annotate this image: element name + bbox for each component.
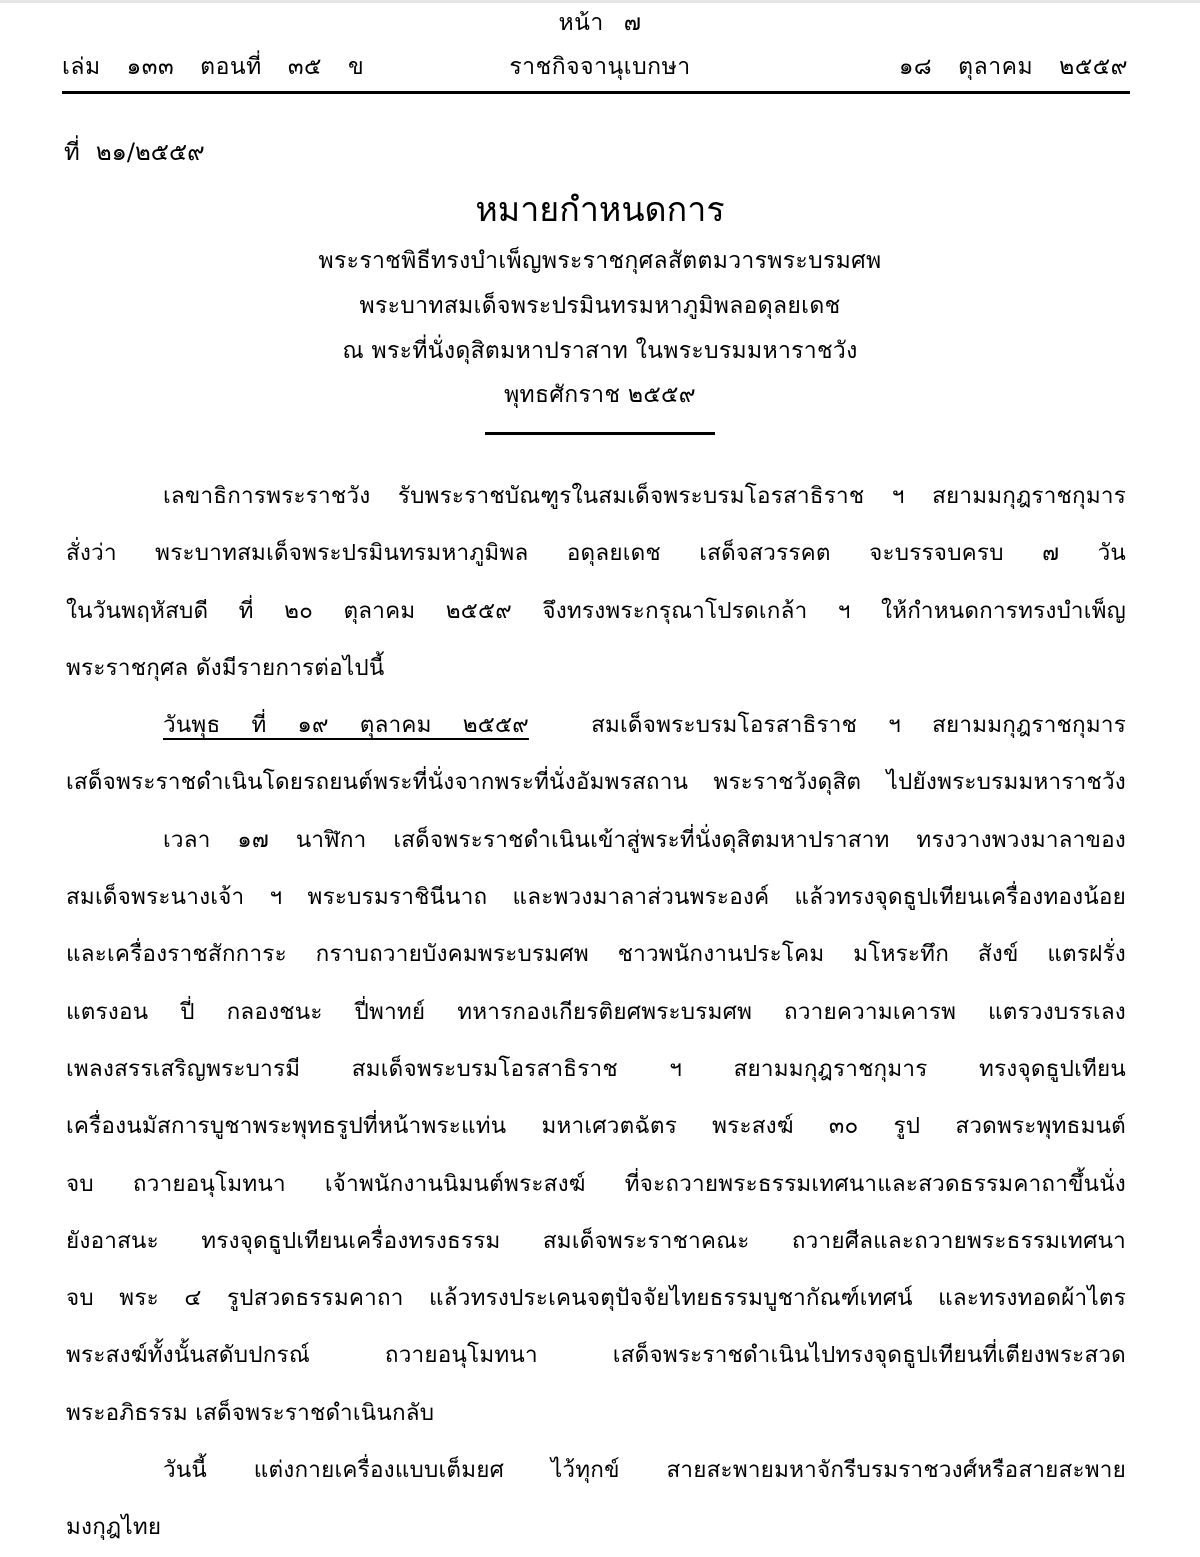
title-rule	[485, 432, 715, 435]
paragraph-3-line-4: แตรงอน ปี่ กลองชนะ ปี่พาทย์ ทหารกองเกียรติยศพระบรมศพ ถวายความเคารพ แตรวงบรรเลง	[66, 998, 1126, 1025]
header-rule	[62, 91, 1130, 94]
section-number: ๓๕	[287, 54, 322, 80]
volume-info	[62, 52, 390, 82]
paragraph-1-line-3: ในวันพฤหัสบดี ที่ ๒๐ ตุลาคม ๒๕๕๙ จึงทรงพระกรุณาโปรดเกล้า ฯ ให้กำหนดการทรงบำเพ็ญ	[66, 597, 1126, 624]
subtitle-line-4: พุทธศักราช ๒๕๕๙	[504, 382, 696, 408]
paragraph-4-line-2: มงกุฎไทย	[66, 1514, 162, 1541]
page-number-line	[0, 8, 1200, 38]
paragraph-3-line-2: สมเด็จพระนางเจ้า ฯ พระบรมราชินีนาถ และพวงมาลาส่วนพระองค์ แล้วทรงจุดธูปเทียนเครื่องทองน้อย	[66, 884, 1126, 911]
paragraph-3-line-5: เพลงสรรเสริญพระบารมี สมเด็จพระบรมโอรสาธิราช ฯ สยามมกุฎราชกุมาร ทรงจุดธูปเทียน	[66, 1055, 1126, 1082]
viewer-top-band	[0, 0, 1200, 3]
paragraph-1-line-1: เลขาธิการพระราชวัง รับพระราชบัณฑูรในสมเด็จพระบรมโอรสาธิราช ฯ สยามมกุฎราชกุมาร	[163, 483, 1126, 509]
subtitle-line-3: ณ พระที่นั่งดุสิตมหาปราสาท ในพระบรมมหาราชวัง	[342, 338, 858, 364]
page-number: ๗	[623, 10, 642, 36]
paragraph-2-line-2: เสด็จพระราชดำเนินโดยรถยนต์พระที่นั่งจากพระที่นั่งอัมพรสถาน พระราชวังดุสิต ไปยังพระบรมมหาราชวัง	[66, 769, 1126, 796]
paragraph-3-line-9: จบ พระ ๔ รูปสวดธรรมคาถา แล้วทรงประเคนจตุปัจจัยไทยธรรมบูชากัณฑ์เทศน์ และทรงทอดผ้าไตร	[66, 1285, 1126, 1312]
paragraph-3-line-7: จบ ถวายอนุโมทนา เจ้าพนักงานนิมนต์พระสงฆ์ ที่จะถวายพระธรรมเทศนาและสวดธรรมคาถาขึ้นนั่ง	[66, 1170, 1126, 1197]
subtitle-line-2: พระบาทสมเด็จพระปรมินทรมหาภูมิพลอดุลยเดช	[359, 293, 841, 319]
date-day: ๑๘	[898, 54, 933, 80]
paragraph-3-line-10: พระสงฆ์ทั้งนั้นสดับปกรณ์ ถวายอนุโมทนา เสด็จพระราชดำเนินไปทรงจุดธูปเทียนที่เตียงพระสวด	[66, 1342, 1126, 1369]
section-suffix: ข	[347, 54, 365, 80]
paragraph-3	[66, 812, 1126, 1442]
publication-date	[873, 52, 1128, 82]
publication-name: ราชกิจจานุเบกษา	[509, 54, 691, 80]
ceremony-date: วันพุธ ที่ ๑๙ ตุลาคม ๒๕๕๙	[163, 712, 529, 739]
paragraph-2-line-1-rest: สมเด็จพระบรมโอรสาธิราช ฯ สยามมกุฎราชกุมาร	[591, 712, 1126, 739]
paragraph-3-line-6: เครื่องนมัสการบูชาพระพุทธรูปที่หน้าพระแท่น มหาเศวตฉัตร พระสงฆ์ ๓๐ รูป สวดพระพุทธมนต์	[66, 1113, 1126, 1140]
paragraph-4	[66, 1442, 1126, 1557]
volume-number: ๑๓๓	[126, 54, 175, 80]
page-label: หน้า	[558, 10, 604, 36]
subtitle-line-1: พระราชพิธีทรงบำเพ็ญพระราชกุศลสัตตมวารพระบรมศพ	[318, 248, 882, 274]
paragraph-3-line-8: ยังอาสนะ ทรงจุดธูปเทียนเครื่องทรงธรรม สมเด็จพระราชาคณะ ถวายศีลและถวายพระธรรมเทศนา	[66, 1227, 1126, 1254]
document-number	[64, 136, 205, 168]
section-label: ตอนที่	[200, 54, 262, 80]
paragraph-3-line-11: พระอภิธรรม เสด็จพระราชดำเนินกลับ	[66, 1399, 435, 1426]
document-body	[66, 468, 1126, 1557]
paragraph-1	[66, 468, 1126, 697]
document-title: หมายกำหนดการ	[475, 190, 725, 230]
paragraph-3-line-1: เวลา ๑๗ นาฬิกา เสด็จพระราชดำเนินเข้าสู่พระที่นั่งดุสิตมหาปราสาท ทรงวางพวงมาลาของ	[163, 826, 1126, 853]
date-year: ๒๕๕๙	[1059, 54, 1128, 80]
document-number-label: ที่	[64, 138, 80, 166]
paragraph-3-line-3: และเครื่องราชสักการะ กราบถวายบังคมพระบรมศพ ชาวพนักงานประโคม มโหระทึก สังข์ แตรฝรั่ง	[66, 941, 1126, 968]
paragraph-2-line-1	[66, 697, 1126, 754]
document-number-value: ๒๑/๒๕๕๙	[95, 138, 205, 166]
paragraph-1-line-4: พระราชกุศล ดังมีรายการต่อไปนี้	[66, 654, 385, 681]
date-month: ตุลาคม	[958, 54, 1034, 80]
volume-label: เล่ม	[62, 54, 101, 80]
paragraph-1-line-2: สั่งว่า พระบาทสมเด็จพระปรมินทรมหาภูมิพล อดุลยเดช เสด็จสวรรคต จะบรรจบครบ ๗ วัน	[66, 540, 1126, 567]
paragraph-2	[66, 697, 1126, 812]
paragraph-4-line-1: วันนี้ แต่งกายเครื่องแบบเต็มยศ ไว้ทุกข์ สายสะพายมหาจักรีบรมราชวงศ์หรือสายสะพาย	[163, 1457, 1126, 1484]
